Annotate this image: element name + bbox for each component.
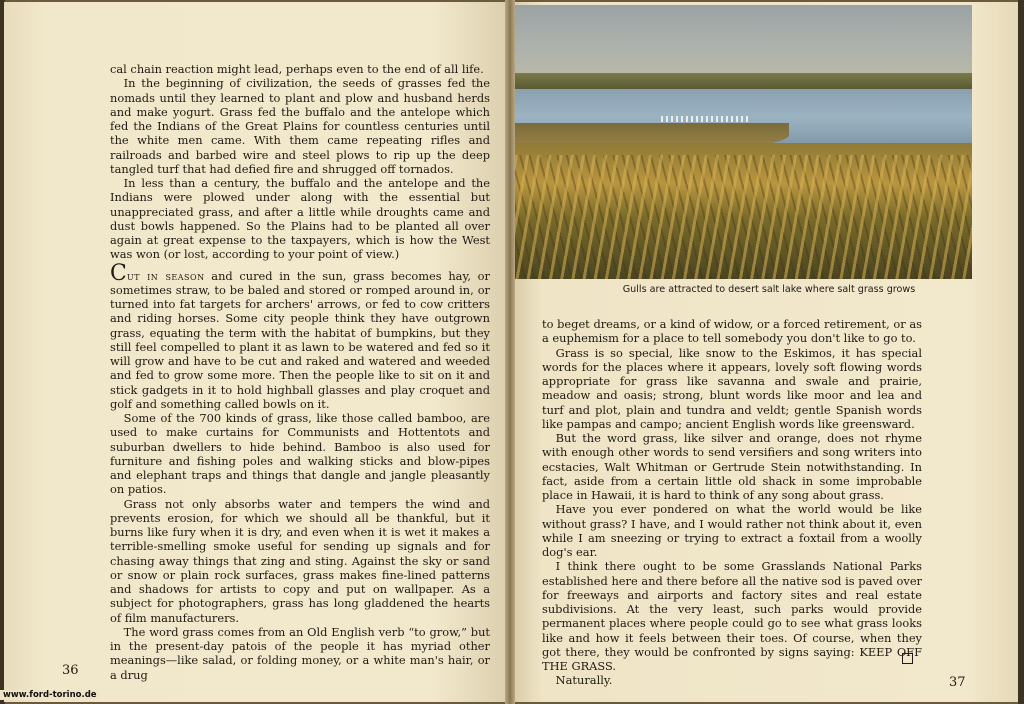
- paragraph: Some of the 700 kinds of grass, like those called bamboo, are used to make curtains for Communists and Hottentots and suburban dwellers to hide behind. Bamboo is also used for furniture and fishing poles and walking sticks and blow-pipes and elephant traps and things that dangle and jangle pleasantly on patios.: [110, 411, 490, 497]
- page-number-right: 37: [949, 675, 966, 690]
- photo-sky: [515, 5, 972, 77]
- paragraph: Naturally.: [555, 673, 613, 688]
- section-text: and cured in the sun, grass becomes hay, or sometimes straw, to be baled and stored or romped around in, or turned into fat targets for archers' arrows, or fed to cow critters and riding horses. Some city people think they have outgrown grass, equating the term with the habitat of bumpkins, but they still feel compelled to plant it as lawn to be watered and fed so it will grow and have to be cut and raked and watered and weeded and fed to grow some more. Then the people like to sit on it and stick gadgets in it to hold highball glasses and play croquet and golf and something called bowls on it.: [110, 268, 490, 411]
- paragraph: cal chain reaction might lead, perhaps even to the end of all life.: [110, 62, 484, 76]
- left-page-text: [110, 62, 490, 682]
- section-opening-paragraph: [110, 260, 490, 412]
- photo-caption: Gulls are attracted to desert salt lake where salt grass grows: [622, 284, 916, 295]
- paragraph: Grass is so special, like snow to the Eskimos, it has special words for the places where it appears, lovely soft flowing words appropriate for grass like savanna and swale and prairie, meadow and oasis; strong, blunt words like moor and lea and turf and plot, plain and tundra and veldt; gentle Spanish words like pampas and campo; ancient English words like greensward.: [542, 345, 922, 431]
- paragraph: to beget dreams, or a kind of widow, or a forced retirement, or as a euphemism for a place to tell somebody you don't like to go to.: [542, 317, 922, 346]
- paragraph: I think there ought to be some Grasslands National Parks established here and there before all the native sod is paved over for freeways and airports and factory sites and real estate subdivisions. At the very least, such parks would provide permanent places where people could go to see what grass looks like and how it feels between their toes. Of course, when they got there, they would be confronted by signs saying: KEEP OFF THE GRASS.: [542, 559, 922, 673]
- paragraph: Grass not only absorbs water and tempers the wind and prevents erosion, for which we should all be thankful, but it burns like fury when it is dry, and even when it is wet it makes a terrible-smelling smoke useful for sending up signals and for chasing away things that zing and sting. Against the sky or sand or snow or plain rock surfaces, grass makes fine-lined patterns and shadows for artists to copy and put on wallpaper. As a subject for photographers, grass has long gladdened the hearts of film manufacturers.: [110, 496, 490, 625]
- end-of-article-square-icon: [902, 653, 913, 664]
- right-page-text: [542, 317, 922, 688]
- paragraph: But the word grass, like silver and orange, does not rhyme with enough other words to send versifiers and song writers into ecstacies, Walt Whitman or Gertrude Stein notwithstanding. In fact, aside from a certain little old shack in some improbable place in Hawaii, it is hard to think of any song about grass.: [542, 431, 922, 502]
- salt-lake-photo: [515, 5, 972, 279]
- watermark: www.ford-torino.de: [0, 690, 100, 700]
- photo-gulls: [661, 116, 751, 122]
- small-caps-lead: ut in season: [126, 268, 205, 283]
- paragraph: In less than a century, the buffalo and the antelope and the Indians were plowed under along with the essential but unappreciated grass, and after a little while droughts came and dust bowls happened. So the Plains had to be planted all over again at great expense to the taxpayers, which is how the West was won (or lost, according to your point of view.): [110, 176, 490, 262]
- paragraph: The word grass comes from an Old English verb “to grow,” but in the present-day patois of the people it has myriad other meanings—like salad, or folding money, or a white man's hair, or a drug: [110, 624, 490, 682]
- photo-grass-tufts: [515, 155, 972, 279]
- book-cover-edge-right: [1018, 0, 1024, 704]
- paragraph: Have you ever pondered on what the world would be like without grass? I have, and I would rather not think about it, even while I am sneezing or trying to extract a foxtail from a woolly dog's ear.: [542, 502, 922, 559]
- book-gutter: [505, 0, 515, 704]
- paragraph: In the beginning of civilization, the seeds of grasses fed the nomads until they learned to plant and plow and husband herds and make yogurt. Grass fed the buffalo and the antelope which fed the Indians of the Great Plains for countless centuries until the white men came. With them came repeating rifles and railroads and barbed wire and steel plows to rip up the deep tangled turf that had defied fire and shrugged off tornados.: [110, 76, 490, 176]
- drop-cap: C: [110, 260, 127, 286]
- page-number-left: 36: [62, 663, 79, 678]
- photo-far-shore: [515, 73, 972, 89]
